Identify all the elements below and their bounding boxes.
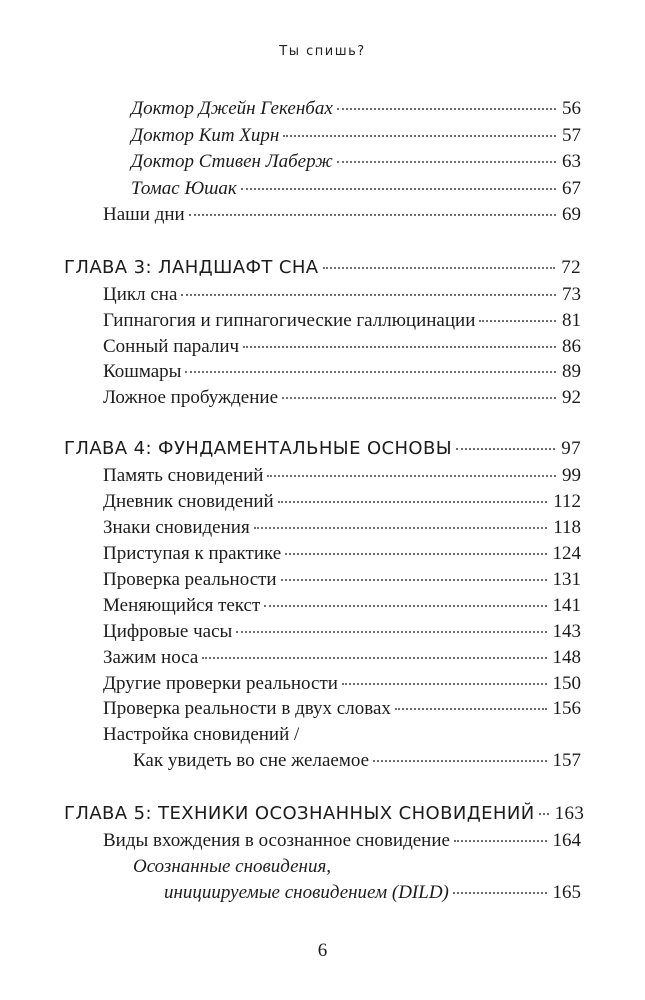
toc-entry-page: 67 <box>562 178 581 199</box>
toc-entry-page: 118 <box>553 517 581 538</box>
toc-entry-title: Гипнагогия и гипнагогические галлюцинации <box>103 310 476 331</box>
toc-entry-title: Память сновидений <box>103 465 264 486</box>
toc-entry-title: Проверка реальности <box>103 569 277 590</box>
toc-entry-page: 73 <box>562 284 581 305</box>
dot-leader <box>278 501 548 503</box>
toc-entry-hegenbach <box>131 97 581 121</box>
toc-entry-nowadays <box>103 203 581 227</box>
toc-entry-page: 112 <box>553 491 581 512</box>
toc-chapter-5 <box>64 802 585 826</box>
dot-leader <box>323 267 556 269</box>
toc-entry-laberge <box>131 150 581 174</box>
dot-leader <box>189 214 556 216</box>
toc-entry-dream-journal <box>103 490 581 514</box>
toc-entry-title: инициируемые сновидением (DILD) <box>164 882 449 903</box>
toc-entry-title: Наши дни <box>103 204 185 225</box>
toc-entry-dild <box>164 881 581 905</box>
toc-entry-page: 131 <box>552 569 581 590</box>
page-number: 6 <box>317 940 328 961</box>
dot-leader <box>241 188 556 190</box>
toc-entry-page: 99 <box>562 465 581 486</box>
toc-chapter-page: 97 <box>561 438 581 459</box>
toc-entry-title: Приступая к практике <box>103 543 282 564</box>
toc-entry-title: Знаки сновидения <box>103 517 250 538</box>
toc-entry-page: 156 <box>552 698 581 719</box>
dot-leader <box>254 527 548 529</box>
dot-leader <box>202 657 546 659</box>
dot-leader <box>453 892 547 894</box>
toc-entry-dream-incubation <box>133 749 581 773</box>
dot-leader <box>454 840 547 842</box>
toc-entry-page: 124 <box>552 543 581 564</box>
toc-entry-title: Проверка реальности в двух словах <box>103 698 391 719</box>
toc-entry-hearne <box>131 124 581 148</box>
dot-leader <box>395 708 547 710</box>
toc-entry-page: 63 <box>562 151 581 172</box>
dot-leader <box>373 760 546 762</box>
toc-entry-title: Доктор Джейн Гекенбах <box>131 98 333 119</box>
toc-entry-page: 57 <box>562 125 581 146</box>
toc-entry-page: 165 <box>552 882 581 903</box>
dot-leader <box>342 683 547 685</box>
toc-entry-title: Томас Юшак <box>131 178 237 199</box>
toc-chapter-title: ГЛАВА 4: ФУНДАМЕНТАЛЬНЫЕ ОСНОВЫ <box>64 438 453 459</box>
toc-entry-page: 86 <box>562 336 581 357</box>
dot-leader <box>243 346 556 348</box>
toc-entry-getting-started <box>103 542 581 566</box>
dot-leader <box>539 813 549 815</box>
toc-entry-title: Цикл сна <box>103 284 178 305</box>
toc-entry-title: Виды вхождения в осознанное сновидение <box>103 830 450 851</box>
toc-chapter-3 <box>64 256 581 280</box>
dot-leader <box>337 108 556 110</box>
toc-entry-other-reality-checks <box>103 672 581 696</box>
running-header: Ты спишь? <box>279 44 366 59</box>
toc-entry-page: 143 <box>552 621 581 642</box>
toc-entry-reality-check-summary <box>103 697 581 721</box>
dot-leader <box>337 161 556 163</box>
toc-entry-nightmares <box>103 360 581 384</box>
toc-entry-dream-recall <box>103 464 581 488</box>
toc-entry-dream-signs <box>103 516 581 540</box>
dot-leader <box>479 320 556 322</box>
dot-leader <box>285 553 546 555</box>
toc-entry-title: Другие проверки реальности <box>103 673 338 694</box>
toc-entry-title: Дневник сновидений <box>103 491 274 512</box>
dot-leader <box>282 397 556 399</box>
toc-entry-digital-clock <box>103 620 581 644</box>
toc-entry-dild-line1: Осознанные сновидения, <box>133 856 332 877</box>
toc-entry-hypnagogia <box>103 309 581 333</box>
toc-entry-title: Цифровые часы <box>103 621 233 642</box>
toc-entry-page: 81 <box>562 310 581 331</box>
dot-leader <box>185 371 556 373</box>
toc-entry-title: Как увидеть во сне желаемое <box>133 750 370 771</box>
toc-chapter-title: ГЛАВА 5: ТЕХНИКИ ОСОЗНАННЫХ СНОВИДЕНИЙ <box>64 803 535 824</box>
toc-entry-false-awakening <box>103 386 581 410</box>
toc-entry-page: 150 <box>552 673 581 694</box>
toc-entry-dream-incubation-line1: Настройка сновидений / <box>103 724 300 745</box>
toc-entry-page: 89 <box>562 361 581 382</box>
toc-entry-page: 141 <box>552 595 581 616</box>
toc-entry-page: 148 <box>552 647 581 668</box>
toc-chapter-4 <box>64 437 581 461</box>
dot-leader <box>283 135 556 137</box>
dot-leader <box>181 294 556 296</box>
toc-entry-changing-text <box>103 594 581 618</box>
toc-entry-title: Доктор Стивен Лаберж <box>131 151 333 172</box>
toc-entry-title: Сонный паралич <box>103 336 240 357</box>
dot-leader <box>281 579 547 581</box>
toc-entry-reality-check <box>103 568 581 592</box>
toc-entry-title: Доктор Кит Хирн <box>131 125 280 146</box>
dot-leader <box>267 475 556 477</box>
toc-entry-page: 69 <box>562 204 581 225</box>
toc-entry-page: 56 <box>562 98 581 119</box>
toc-chapter-title: ГЛАВА 3: ЛАНДШАФТ СНА <box>64 257 319 278</box>
toc-entry-nose-pinch <box>103 646 581 670</box>
toc-entry-yuschak <box>131 177 581 201</box>
toc-entry-page: 92 <box>562 387 581 408</box>
toc-chapter-page: 72 <box>561 257 581 278</box>
toc-entry-entry-types <box>103 829 581 853</box>
toc-entry-sleep-paralysis <box>103 335 581 359</box>
toc-entry-sleep-cycle <box>103 283 581 307</box>
toc-chapter-page: 163 <box>554 803 585 824</box>
toc-entry-title: Меняющийся текст <box>103 595 261 616</box>
toc-entry-title: Кошмары <box>103 361 182 382</box>
dot-leader <box>236 631 546 633</box>
toc-entry-title: Ложное пробуждение <box>103 387 279 408</box>
dot-leader <box>456 448 555 450</box>
toc-entry-title: Зажим носа <box>103 647 199 668</box>
toc-entry-page: 164 <box>552 830 581 851</box>
dot-leader <box>264 605 546 607</box>
toc-entry-page: 157 <box>552 750 581 771</box>
